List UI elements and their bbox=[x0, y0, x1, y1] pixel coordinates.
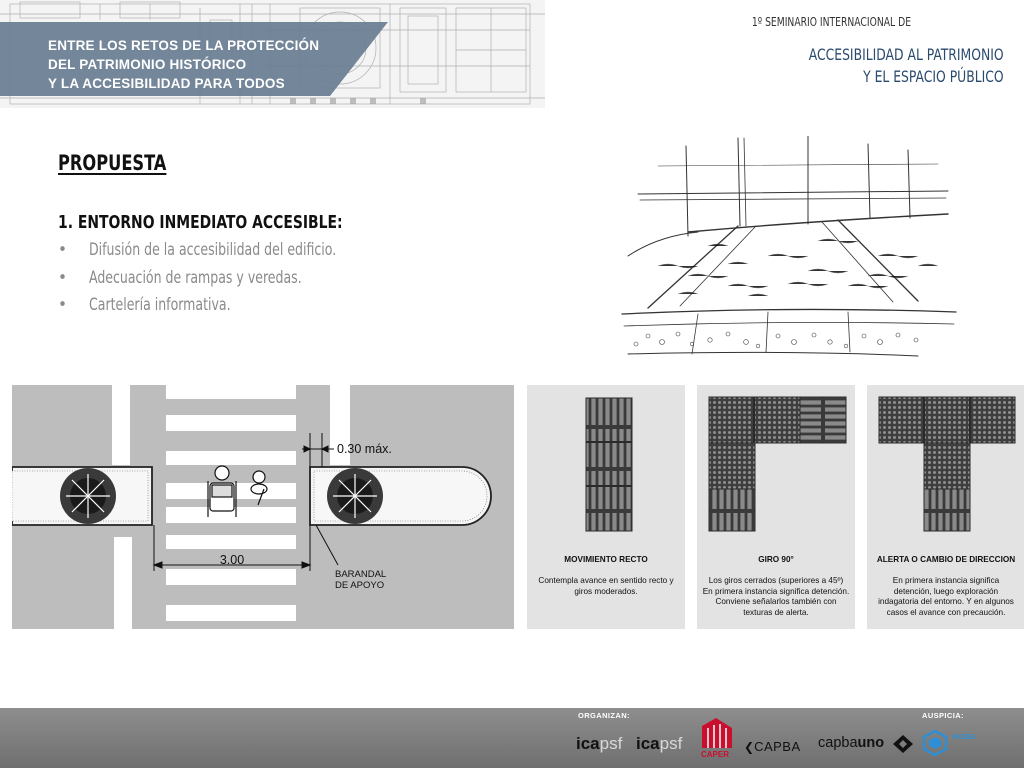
description-line: detención, luego exploración bbox=[893, 586, 999, 596]
footer-bar bbox=[0, 708, 1024, 768]
logo-capbauno bbox=[818, 735, 884, 751]
logo-ica-text: ica bbox=[576, 734, 600, 753]
dimension-top-label: 0.30 máx. bbox=[337, 442, 392, 456]
proposal-title: PROPUESTA bbox=[58, 151, 167, 175]
tree-left bbox=[60, 468, 116, 524]
description-line: En primera instancia significa detención. bbox=[702, 586, 850, 596]
caper-text: CAPER bbox=[701, 750, 730, 759]
panel-title: ALERTA O CAMBIO DE DIRECCION bbox=[876, 555, 1016, 564]
tactile-panel-alert bbox=[867, 385, 1024, 629]
panel-description bbox=[531, 576, 681, 597]
banner-line-1: ENTRE LOS RETOS DE LA PROTECCIÓN bbox=[48, 38, 320, 53]
handrail-label-line-1: BARANDAL bbox=[335, 569, 387, 580]
capbauno-chevron-icon bbox=[893, 735, 913, 753]
seminar-label: 1º SEMINARIO INTERNACIONAL DE bbox=[751, 14, 911, 29]
description-line: Conviene señalarlos también con bbox=[715, 597, 837, 606]
panel-description bbox=[871, 576, 1021, 618]
bullet-symbol: • bbox=[58, 295, 68, 315]
sponsor-label: AUSPICIA: bbox=[922, 711, 964, 720]
description-line: indagatoria del entorno. Y en algunos bbox=[878, 597, 1014, 606]
logo-psf-text: psf bbox=[599, 734, 623, 753]
logo-fadea bbox=[922, 730, 1002, 760]
tactile-panel-turn bbox=[697, 385, 855, 629]
description-line: texturas de alerta. bbox=[743, 607, 809, 617]
capbauno-text-b: uno bbox=[857, 735, 885, 751]
organizers-label: ORGANIZAN: bbox=[578, 711, 630, 720]
proposal-heading: 1. ENTORNO INMEDIATO ACCESIBLE: bbox=[58, 212, 343, 233]
capbauno-text-a: capba bbox=[818, 735, 858, 751]
tree-right bbox=[327, 468, 383, 524]
bullet-text: Difusión de la accesibilidad del edificio. bbox=[89, 240, 337, 260]
description-line: giros moderados. bbox=[574, 586, 638, 596]
description-line: Contempla avance en sentido recto y bbox=[538, 576, 674, 585]
description-line: Los giros cerrados (superiores a 45º) bbox=[708, 576, 844, 585]
banner-line-2: DEL PATRIMONIO HISTÓRICO bbox=[48, 57, 247, 72]
caper-emblem-icon bbox=[700, 716, 734, 750]
bullet-text: Adecuación de rampas y veredas. bbox=[89, 267, 302, 288]
seminar-title-line-2: Y EL ESPACIO PÚBLICO bbox=[863, 67, 1004, 86]
capba-text: CAPBA bbox=[754, 739, 801, 754]
panel-title: MOVIMIENTO RECTO bbox=[564, 555, 648, 564]
pedestrian-crossing-diagram bbox=[12, 385, 514, 629]
description-line: casos el avance con precaución. bbox=[886, 607, 1006, 617]
banner-line-3: Y LA ACCESIBILIDAD PARA TODOS bbox=[48, 76, 285, 91]
fadea-emblem-icon bbox=[922, 730, 948, 756]
banner-title bbox=[48, 36, 368, 93]
seminar-title bbox=[809, 44, 1004, 88]
description-line: En primera instancia significa bbox=[892, 576, 1000, 585]
panel-description bbox=[701, 576, 851, 618]
handrail-label-line-2: DE APOYO bbox=[335, 580, 385, 591]
bullet-symbol: • bbox=[58, 267, 68, 288]
dimension-bottom-label: 3.00 bbox=[219, 553, 245, 567]
logo-psf-text: psf bbox=[659, 734, 683, 753]
capba-arrow-icon: ❮ bbox=[744, 740, 755, 754]
bullet-symbol: • bbox=[58, 240, 68, 260]
panel-title: GIRO 90° bbox=[758, 555, 794, 564]
fadea-text: FADEA bbox=[952, 734, 976, 741]
bullet-text: Cartelería informativa. bbox=[89, 295, 231, 315]
logo-capba bbox=[744, 736, 801, 755]
seminar-title-line-1: ACCESIBILIDAD AL PATRIMONIO bbox=[809, 45, 1004, 64]
logo-ica-psf-1 bbox=[576, 734, 622, 754]
tactile-panel-straight bbox=[527, 385, 685, 629]
logo-ica-psf-2 bbox=[636, 734, 682, 754]
street-sketch-illustration bbox=[618, 136, 958, 358]
logo-caper bbox=[700, 716, 734, 766]
logo-ica-text: ica bbox=[636, 734, 660, 753]
